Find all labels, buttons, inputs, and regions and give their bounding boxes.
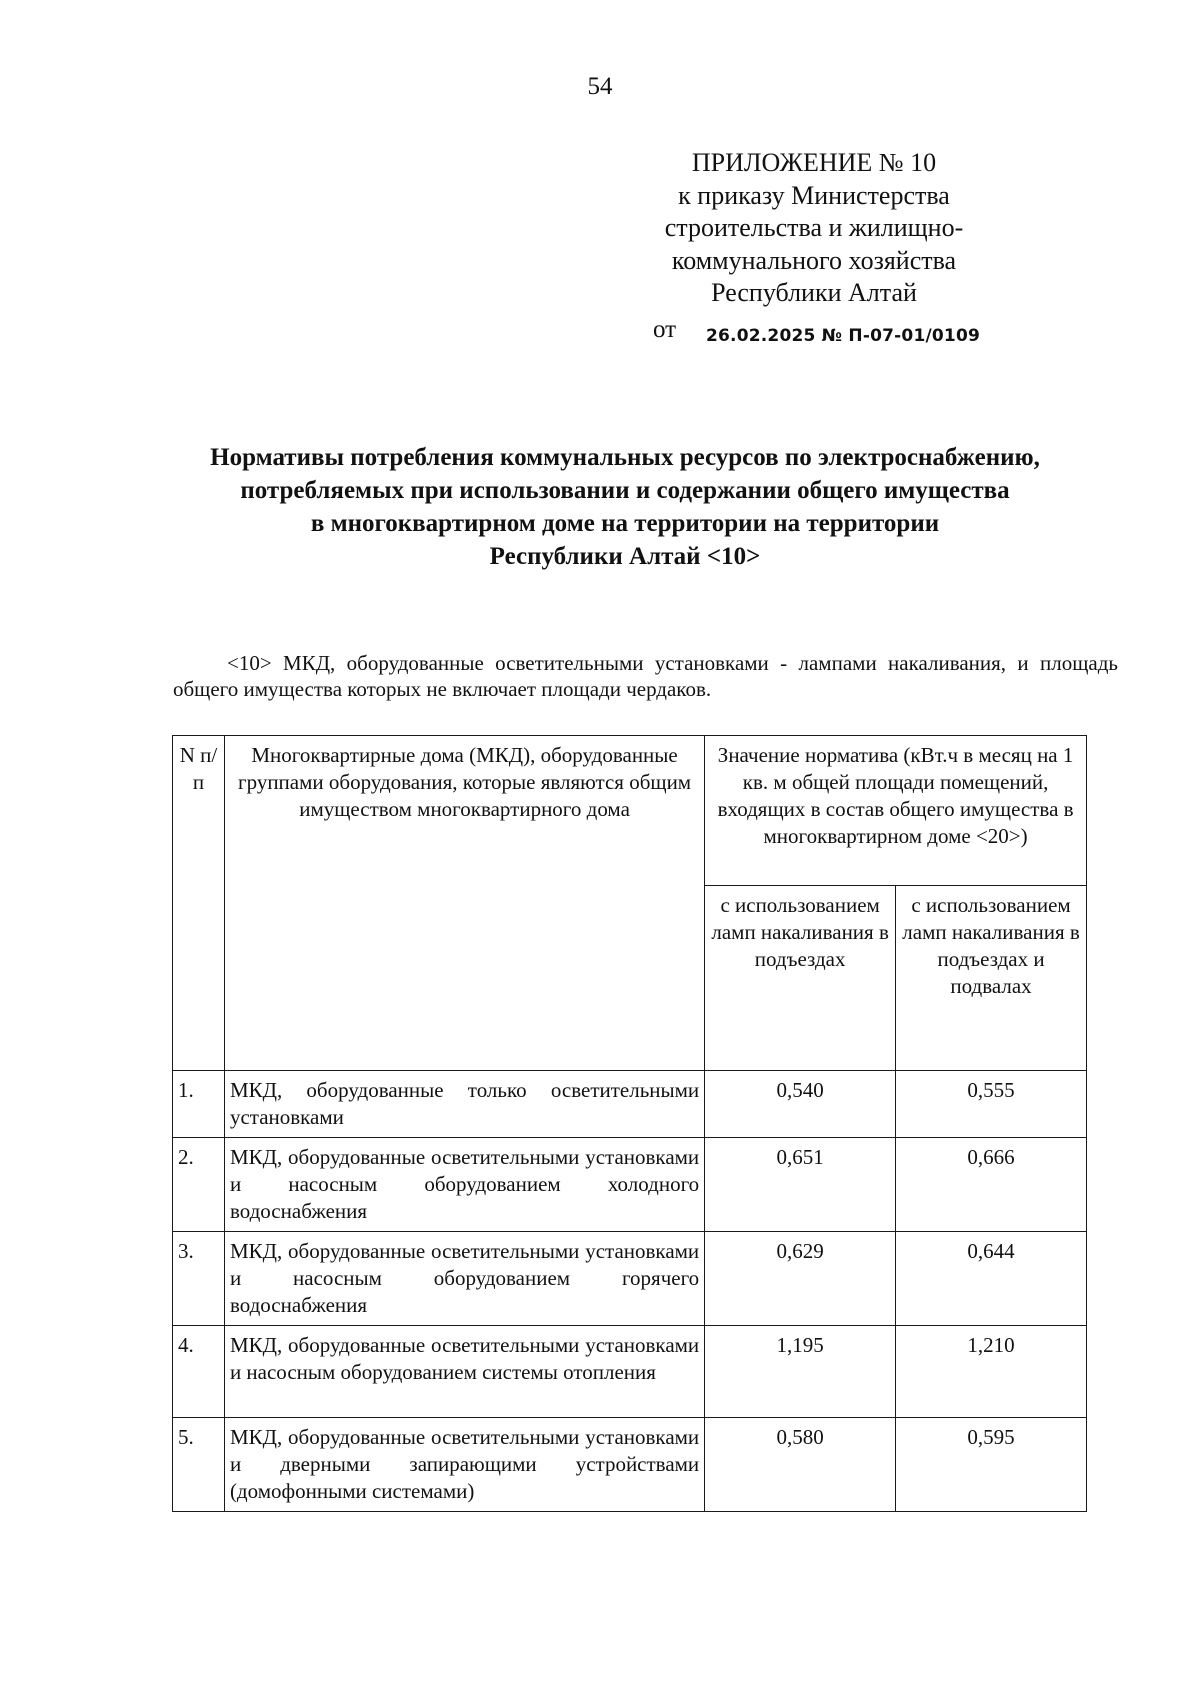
page-number: 54 bbox=[587, 73, 613, 100]
row-number: 1. bbox=[173, 1071, 225, 1138]
title-line: потребляемых при использовании и содержании общего имущества bbox=[240, 477, 1010, 504]
date-prefix: от bbox=[653, 316, 677, 343]
date-stamp: 26.02.2025 № П-07-01/0109 bbox=[706, 326, 981, 346]
appendix-title: ПРИЛОЖЕНИЕ № 10 bbox=[691, 148, 937, 177]
row-number: 4. bbox=[173, 1326, 225, 1418]
row-number: 2. bbox=[173, 1138, 225, 1232]
table-row bbox=[173, 1418, 1087, 1512]
norms-table bbox=[172, 735, 1087, 1512]
row-value-entrances-basements: 1,210 bbox=[896, 1326, 1087, 1418]
header-value-group: Значение норматива (кВт.ч в месяц на 1 кв. м общей площади помещений, входящих в состав общего имущества в многоквартирном доме <20>) bbox=[705, 736, 1087, 886]
table-row bbox=[173, 1326, 1087, 1418]
row-value-entrances: 0,580 bbox=[705, 1418, 896, 1512]
row-number: 5. bbox=[173, 1418, 225, 1512]
header-value-entrances: с использованием ламп накаливания в подъездах bbox=[705, 886, 896, 1071]
row-value-entrances-basements: 0,595 bbox=[896, 1418, 1087, 1512]
appendix-line: коммунального хозяйства bbox=[671, 245, 957, 275]
row-description: МКД, оборудованные осветительными установками и насосным оборудованием холодного водоснабжения bbox=[224, 1138, 704, 1232]
row-value-entrances-basements: 0,555 bbox=[896, 1071, 1087, 1138]
appendix-line: строительства и жилищно- bbox=[664, 213, 964, 242]
row-description: МКД, оборудованные осветительными установками и дверными запирающими устройствами (домофонными системами) bbox=[224, 1418, 704, 1512]
row-value-entrances: 0,629 bbox=[705, 1232, 896, 1326]
row-description: МКД, оборудованные осветительными установками и насосным оборудованием горячего водоснабжения bbox=[224, 1232, 704, 1326]
order-date-line bbox=[653, 316, 1013, 352]
appendix-line: Республики Алтай bbox=[711, 278, 917, 307]
row-value-entrances: 0,540 bbox=[705, 1071, 896, 1138]
row-value-entrances-basements: 0,644 bbox=[896, 1232, 1087, 1326]
header-num: N п/п bbox=[173, 736, 225, 1071]
footnote: <10> МКД, оборудованные осветительными установками - лампами накаливания, и площадь общего имущества которых не включает площади чердаков. bbox=[173, 651, 1118, 701]
table-row bbox=[173, 1138, 1087, 1232]
document-title bbox=[160, 441, 1090, 573]
header-value-entrances-basements: с использованием ламп накаливания в подъездах и подвалах bbox=[896, 886, 1087, 1071]
title-line: Нормативы потребления коммунальных ресурсов по электроснабжению, bbox=[210, 444, 1040, 471]
title-line: в многоквартирном доме на территории на территории bbox=[310, 510, 940, 537]
table-row bbox=[173, 1071, 1087, 1138]
row-value-entrances-basements: 0,666 bbox=[896, 1138, 1087, 1232]
row-description: МКД, оборудованные осветительными установками и насосным оборудованием системы отопления bbox=[224, 1326, 704, 1418]
table-row bbox=[173, 1232, 1087, 1326]
row-description: МКД, оборудованные только осветительными установками bbox=[224, 1071, 704, 1138]
row-number: 3. bbox=[173, 1232, 225, 1326]
appendix-line: к приказу Министерства bbox=[678, 180, 950, 210]
row-value-entrances: 0,651 bbox=[705, 1138, 896, 1232]
appendix-block bbox=[664, 147, 964, 310]
table-header-row bbox=[173, 736, 1087, 886]
title-line: Республики Алтай <10> bbox=[489, 543, 761, 570]
header-description: Многоквартирные дома (МКД), оборудованные группами оборудования, которые являются общим имуществом многоквартирного дома bbox=[224, 736, 704, 1071]
row-value-entrances: 1,195 bbox=[705, 1326, 896, 1418]
